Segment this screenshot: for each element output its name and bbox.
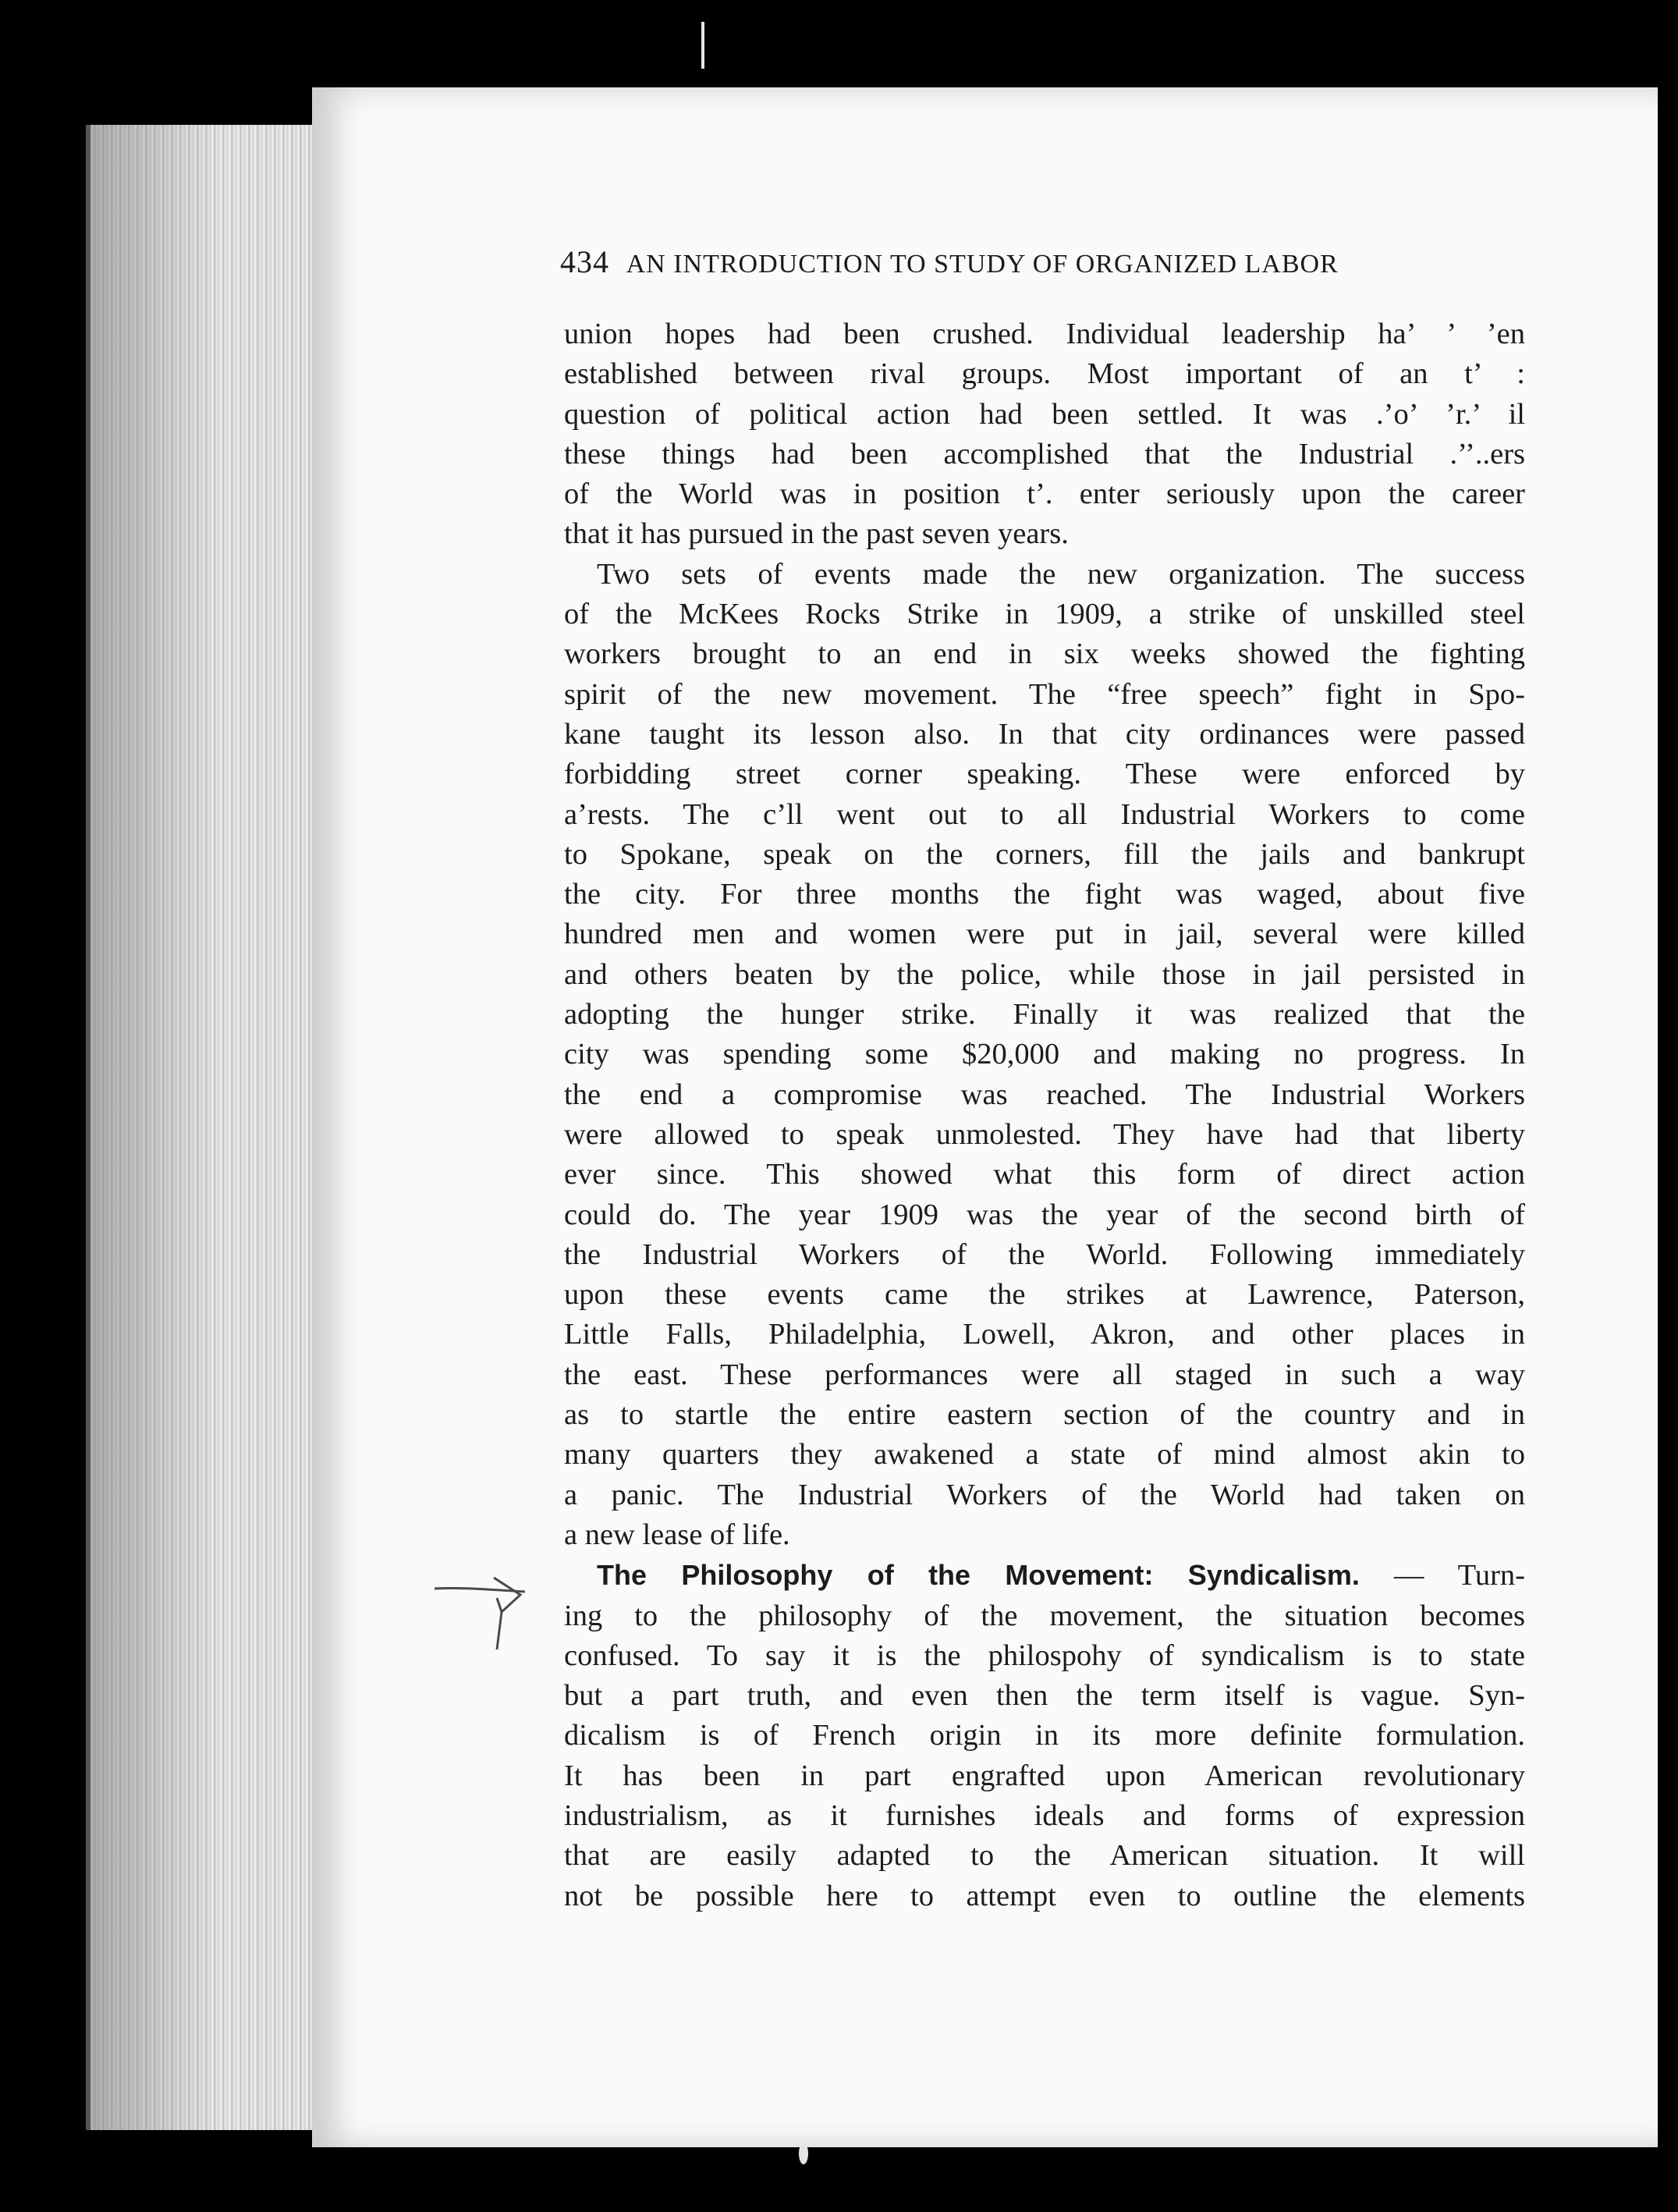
body-text [564,314,1525,1916]
text-line: It has been in part engrafted upon American revolutionary [564,1759,1525,1792]
text-line: a panic. The Industrial Workers of the World had taken on [564,1478,1525,1511]
text-line: dicalism is of French origin in its more definite formulation. [564,1719,1525,1752]
text-line: confused. To say it is the philospohy of syndicalism is to state [564,1639,1525,1672]
text-line: of the World was in position t’. enter seriously upon the career [564,478,1525,511]
text-line: the city. For three months the fight was waged, about five [564,878,1525,911]
text-line: upon these events came the strikes at Lawrence, Paterson, [564,1278,1525,1312]
text-line: not be possible here to attempt even to outline the elements [564,1879,1525,1912]
text-line: the end a compromise was reached. The Industrial Workers [564,1078,1525,1111]
section-heading-continuation: — Turn- [1359,1559,1525,1592]
scan-artifact-mark [796,2138,811,2169]
text-line: as to startle the entire eastern section of the country and in [564,1398,1525,1432]
page-number: 434 [560,244,609,279]
text-line: the east. These performances were all staged in such a way [564,1358,1525,1391]
text-line: that it has pursued in the past seven years. [564,517,1069,551]
text-line: ever since. This showed what this form of direct action [564,1158,1525,1191]
text-line: spirit of the new movement. The “free speech” fight in Spo- [564,677,1525,711]
text-line: hundred men and women were put in jail, several were killed [564,918,1525,951]
running-head [560,243,1574,280]
text-line: union hopes had been crushed. Individual leadership ha’ ’ ’en [564,318,1525,350]
text-line: forbidding street corner speaking. These were enforced by [564,758,1525,791]
text-line: kane taught its lesson also. In that city ordinances were passed [564,717,1525,751]
text-line: question of political action had been settled. It was .’o’ ’r.’ il [564,397,1525,431]
text-line: these things had been accomplished that the Industrial .’’..ers [564,437,1525,470]
section-heading: The Philosophy of the Movement: Syndicalism. [597,1559,1360,1592]
text-line: were allowed to speak unmolested. They have had that liberty [564,1117,1525,1151]
text-line: that are easily adapted to the American situation. It will [564,1839,1525,1873]
paragraph-first-line: Two sets of events made the new organization. The success [597,557,1525,591]
text-line: workers brought to an end in six weeks showed the fighting [564,637,1525,671]
running-head-title: AN INTRODUCTION TO STUDY OF ORGANIZED LABOR [626,250,1339,279]
text-line: Little Falls, Philadelphia, Lowell, Akron, and other places in [564,1318,1525,1351]
text-line: could do. The year 1909 was the year of the second birth of [564,1198,1525,1231]
section-first-line [564,1555,1525,1596]
text-line: the Industrial Workers of the World. Following immediately [564,1237,1525,1271]
text-line: to Spokane, speak on the corners, fill the jails and bankrupt [564,837,1525,871]
text-line: industrialism, as it furnishes ideals and forms of expression [564,1798,1525,1832]
text-line: many quarters they awakened a state of mind almost akin to [564,1438,1525,1472]
text-line: adopting the hunger strike. Finally it was realized that the [564,998,1525,1031]
text-line: of the McKees Rocks Strike in 1909, a strike of unskilled steel [564,598,1525,631]
text-line: a’rests. The c’ll went out to all Industrial Workers to come [564,797,1525,831]
text-line: and others beaten by the police, while those in jail persisted in [564,957,1525,991]
text-line: but a part truth, and even then the term itself is vague. Syn- [564,1679,1525,1713]
scan-artifact-mark [698,22,708,69]
pencil-annotation-mark [433,1575,558,1660]
page-edges-shadow [86,125,250,2130]
text-line: a new lease of life. [564,1518,790,1551]
text-line: city was spending some $20,000 and making no progress. In [564,1038,1525,1071]
text-line: established between rival groups. Most important of an t’ : [564,357,1525,391]
text-line: ing to the philosophy of the movement, the situation becomes [564,1599,1525,1632]
